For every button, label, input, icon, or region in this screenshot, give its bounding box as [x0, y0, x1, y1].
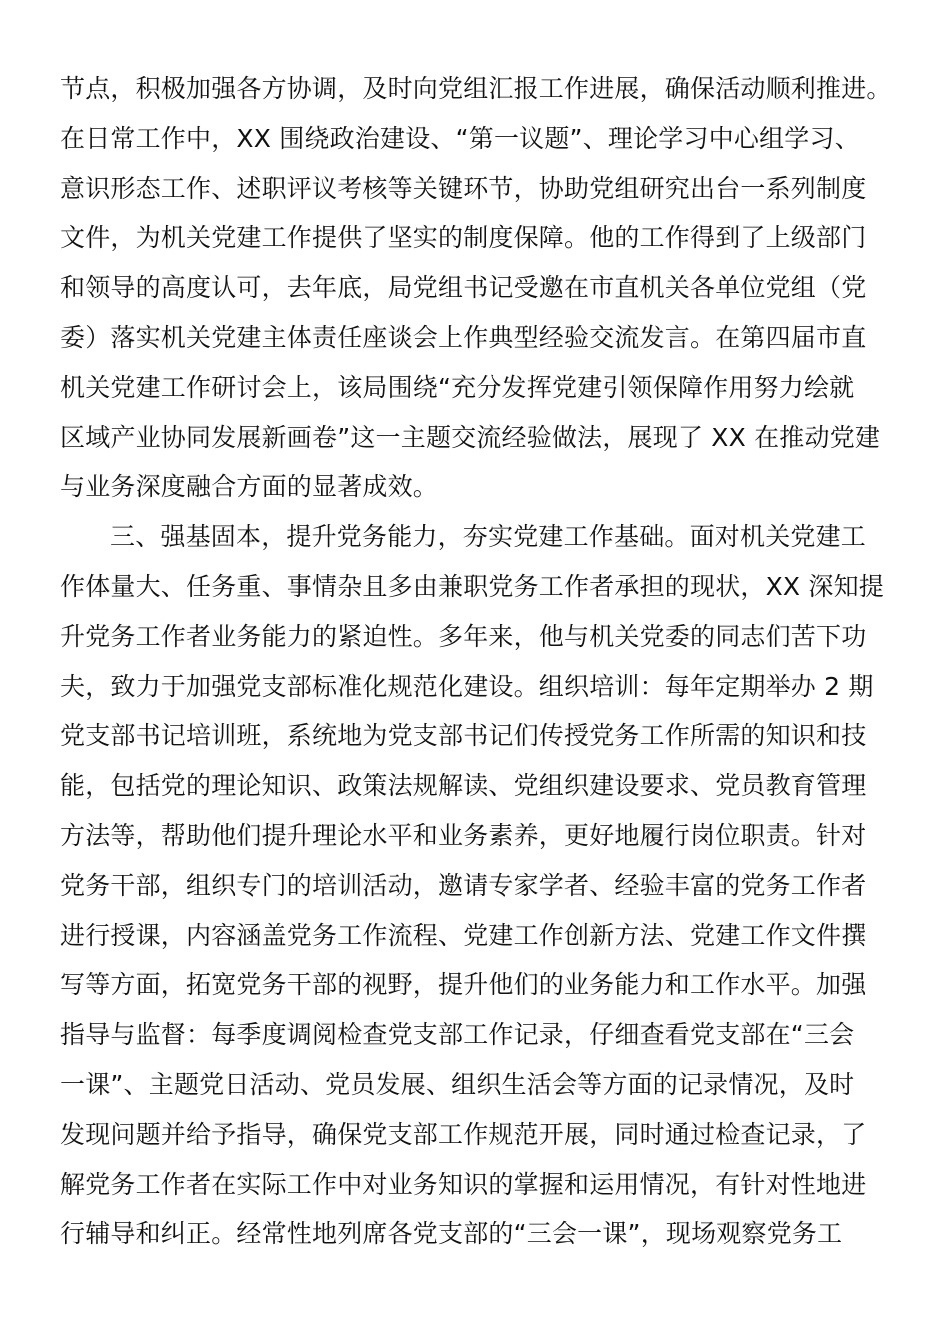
- text-line: 升党务工作者业务能力的紧迫性。多年来，他与机关党委的同志们苦下功: [60, 621, 867, 651]
- text-line: 机关党建工作研讨会上，该局围绕“充分发挥党建引领保障作用努力绘就: [60, 372, 855, 402]
- text-line: 在日常工作中，XX 围绕政治建设、“第一议题”、理论学习中心组学习、: [60, 123, 860, 153]
- text-line: 一课”、主题党日活动、党员发展、组织生活会等方面的记录情况，及时: [60, 1069, 855, 1099]
- text-line: 方法等，帮助他们提升理论水平和业务素养，更好地履行岗位职责。针对: [60, 820, 867, 850]
- text-line: 发现问题并给予指导，确保党支部工作规范开展，同时通过检查记录，了: [60, 1119, 867, 1149]
- text-line: 文件，为机关党建工作提供了坚实的制度保障。他的工作得到了上级部门: [60, 223, 867, 253]
- text-line: 进行授课，内容涵盖党务工作流程、党建工作创新方法、党建工作文件撰: [60, 920, 867, 950]
- text-line: 解党务工作者在实际工作中对业务知识的掌握和运用情况，有针对性地进: [60, 1169, 867, 1199]
- text-line: 能，包括党的理论知识、政策法规解读、党组织建设要求、党员教育管理: [60, 771, 867, 801]
- text-line: 写等方面，拓宽党务干部的视野，提升他们的业务能力和工作水平。加强: [60, 970, 867, 1000]
- text-line: 三、强基固本，提升党务能力，夯实党建工作基础。面对机关党建工: [110, 522, 867, 552]
- text-line: 和领导的高度认可，去年底，局党组书记受邀在市直机关各单位党组（党: [60, 273, 867, 303]
- text-line: 作体量大、任务重、事情杂且多由兼职党务工作者承担的现状，XX 深知提: [60, 571, 885, 601]
- text-line: 指导与监督：每季度调阅检查党支部工作记录，仔细查看党支部在“三会: [60, 1020, 855, 1050]
- text-line: 意识形态工作、述职评议考核等关键环节，协助党组研究出台一系列制度: [60, 173, 867, 203]
- text-line: 夫，致力于加强党支部标准化规范化建设。组织培训：每年定期举办 2 期: [60, 671, 874, 701]
- paragraph-1: [60, 64, 890, 512]
- body-text: [60, 64, 890, 1259]
- text-line: 党务干部，组织专门的培训活动，邀请专家学者、经验丰富的党务工作者: [60, 870, 867, 900]
- text-line: 区域产业协同发展新画卷”这一主题交流经验做法，展现了 XX 在推动党建: [60, 422, 881, 452]
- text-line: 行辅导和纠正。经常性地列席各党支部的“三会一课”，现场观察党务工: [60, 1219, 843, 1249]
- text-line: 节点，积极加强各方协调，及时向党组汇报工作进展，确保活动顺利推进。: [60, 74, 892, 103]
- paragraph-2: [60, 512, 890, 1259]
- text-line: 委）落实机关党建主体责任座谈会上作典型经验交流发言。在第四届市直: [60, 322, 867, 352]
- text-line: 党支部书记培训班，系统地为党支部书记们传授党务工作所需的知识和技: [60, 721, 867, 751]
- text-line: 与业务深度融合方面的显著成效。: [60, 472, 439, 502]
